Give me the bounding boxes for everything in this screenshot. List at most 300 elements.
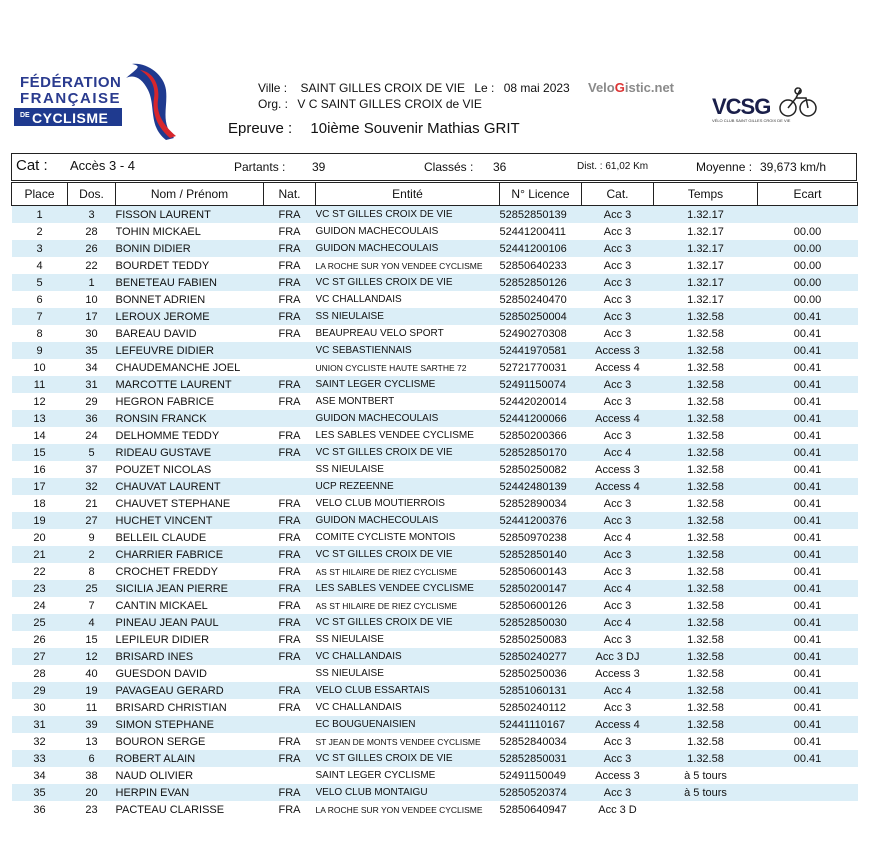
cell-temps: 1.32.17 — [654, 206, 758, 224]
cell-nom-prenom: PINEAU JEAN PAUL — [116, 614, 264, 631]
cell-dossard: 7 — [88, 599, 95, 612]
cell-place: 29 — [12, 682, 68, 699]
cell-temps: 1.32.58 — [654, 410, 758, 427]
brand-g: G — [614, 80, 625, 95]
column-header-categorie: Cat. — [582, 183, 654, 206]
cell-dossard: 19 — [68, 682, 116, 699]
column-header-place: Place — [12, 183, 68, 206]
cell-ecart: 00.41 — [793, 429, 822, 442]
organizer-line — [258, 97, 488, 111]
cell-entite: VC CHALLANDAIS — [316, 648, 500, 665]
cell-place: 27 — [12, 648, 68, 665]
cell-ecart: 00.41 — [793, 667, 822, 680]
cell-categorie: Acc 3 — [582, 206, 654, 224]
cell-nationalite — [264, 716, 316, 733]
cell-nationalite: FRA — [264, 274, 316, 291]
cell-place: 1 — [12, 206, 68, 224]
cell-dossard: 31 — [68, 376, 116, 393]
table-row — [12, 427, 858, 444]
cell-place: 16 — [33, 463, 46, 476]
cell-dossard: 21 — [85, 497, 98, 510]
cell-temps: 1.32.58 — [654, 512, 758, 529]
cell-dossard: 40 — [85, 667, 98, 680]
cell-nationalite: FRA — [278, 395, 301, 408]
cell-dossard: 24 — [85, 429, 98, 442]
cell-entite: COMITE CYCLISTE MONTOIS — [315, 532, 456, 543]
cell-place: 30 — [33, 701, 46, 714]
cell-ecart: 00.41 — [793, 565, 822, 578]
table-row — [12, 223, 858, 240]
cell-ecart: 00.41 — [793, 395, 822, 408]
column-header-nationalite: Nat. — [264, 183, 316, 206]
cell-nationalite: FRA — [278, 735, 301, 748]
cell-place: 35 — [12, 784, 68, 801]
date-value: 08 mai 2023 — [503, 81, 570, 95]
cell-ecart: 00.41 — [758, 682, 858, 699]
cell-place: 32 — [33, 735, 46, 748]
cell-dossard: 1 — [68, 274, 116, 291]
cell-categorie: Access 4 — [582, 410, 654, 427]
cell-categorie: Access 4 — [582, 478, 654, 495]
cell-temps: 1.32.58 — [687, 497, 724, 510]
cell-licence: 52852840034 — [499, 735, 567, 748]
cell-place: 6 — [36, 293, 43, 306]
cell-nom-prenom: RONSIN FRANCK — [116, 410, 264, 427]
cell-entite: VC ST GILLES CROIX DE VIE — [316, 444, 500, 461]
cell-ecart: 00.41 — [758, 308, 858, 325]
column-header-nom-prenom: Nom / Prénom — [116, 183, 264, 206]
cell-dossard: 6 — [68, 750, 116, 767]
table-row — [12, 342, 858, 359]
cell-nom-prenom: BOURDET TEDDY — [115, 259, 210, 272]
brand-velo: Velo — [588, 80, 615, 95]
vcsg-subtitle: VÉLO CLUB SAINT GILLES CROIX DE VIE — [712, 118, 791, 123]
table-row — [12, 495, 858, 512]
cell-dossard: 29 — [85, 395, 98, 408]
venue-line — [258, 81, 576, 95]
cell-nom-prenom: RIDEAU GUSTAVE — [116, 444, 264, 461]
cell-temps: 1.32.17 — [687, 225, 724, 238]
table-row — [12, 597, 858, 614]
cell-ecart: 00.41 — [793, 327, 822, 340]
cell-place: 36 — [33, 803, 46, 816]
cell-temps: 1.32.58 — [687, 429, 724, 442]
cell-nationalite: FRA — [264, 784, 316, 801]
cell-nom-prenom: CHAUVET STEPHANE — [115, 497, 231, 510]
cell-ecart: 00.00 — [758, 240, 858, 257]
cell-nationalite: FRA — [278, 565, 301, 578]
cell-licence: 52491150049 — [499, 769, 566, 782]
brand-rest: istic.net — [624, 80, 674, 95]
cell-temps: 1.32.58 — [654, 444, 758, 461]
cell-dossard: 32 — [68, 478, 116, 495]
epreuve-label: Epreuve : — [228, 120, 293, 137]
cell-entite: LES SABLES VENDEE CYCLISME — [316, 580, 500, 597]
cell-dossard: 3 — [68, 206, 116, 224]
ville-label: Ville : — [258, 81, 288, 95]
cell-ecart: 00.41 — [758, 410, 858, 427]
cell-temps: 1.32.58 — [654, 716, 758, 733]
table-row — [12, 580, 858, 597]
cell-entite: UNION CYCLISTE HAUTE SARTHE 72 — [315, 362, 467, 373]
table-row — [12, 767, 858, 784]
category-summary-bar — [11, 153, 857, 181]
cell-ecart: 00.00 — [793, 259, 822, 272]
cell-categorie: Acc 3 — [603, 395, 632, 408]
cell-categorie: Acc 3 — [582, 546, 654, 563]
cell-licence: 52850640233 — [499, 259, 567, 272]
cell-entite: AS ST HILAIRE DE RIEZ CYCLISME — [315, 600, 458, 611]
cell-licence: 52852890034 — [499, 497, 567, 510]
cell-nom-prenom: PAVAGEAU GERARD — [116, 682, 264, 699]
cell-licence: 52850600143 — [499, 565, 567, 578]
cell-categorie: Acc 3 — [582, 376, 654, 393]
cell-ecart: 00.00 — [758, 274, 858, 291]
cell-nom-prenom: BRISARD CHRISTIAN — [115, 701, 227, 714]
table-row — [12, 614, 858, 631]
table-row — [12, 750, 858, 767]
cell-categorie: Acc 3 — [603, 701, 632, 714]
cell-dossard: 28 — [85, 225, 98, 238]
cell-categorie: Access 4 — [595, 361, 640, 374]
cell-entite: LES SABLES VENDEE CYCLISME — [315, 430, 474, 441]
cell-dossard: 8 — [88, 565, 95, 578]
column-header-licence: N° Licence — [500, 183, 582, 206]
cell-categorie: Acc 4 — [582, 682, 654, 699]
cell-temps: 1.32.58 — [687, 565, 724, 578]
cell-nationalite: FRA — [278, 429, 301, 442]
cell-place: 7 — [12, 308, 68, 325]
cell-nationalite — [264, 410, 316, 427]
cell-categorie: Access 3 — [595, 769, 640, 782]
cell-ecart: 00.41 — [758, 478, 858, 495]
cell-ecart: 00.41 — [758, 716, 858, 733]
cell-place: 9 — [12, 342, 68, 359]
cell-nom-prenom: TOHIN MICKAEL — [115, 225, 201, 238]
cell-licence: 52850250036 — [499, 667, 567, 680]
cell-dossard: 20 — [68, 784, 116, 801]
cell-dossard: 9 — [88, 531, 95, 544]
cell-nationalite: FRA — [278, 531, 301, 544]
cell-licence: 52441200411 — [499, 225, 566, 238]
cell-temps: 1.32.17 — [654, 274, 758, 291]
cell-place: 5 — [12, 274, 68, 291]
cell-licence: 52441200376 — [500, 512, 582, 529]
cell-temps: 1.32.58 — [687, 531, 724, 544]
table-row — [12, 325, 858, 342]
cell-licence: 52850600126 — [499, 599, 567, 612]
cell-nationalite — [264, 767, 316, 784]
cell-place: 33 — [12, 750, 68, 767]
cell-temps: 1.32.58 — [654, 750, 758, 767]
cell-entite: VC ST GILLES CROIX DE VIE — [316, 614, 500, 631]
cell-licence: 52490270308 — [499, 327, 567, 340]
cell-place: 22 — [33, 565, 46, 578]
cell-licence: 52441200066 — [500, 410, 582, 427]
cell-place: 8 — [36, 327, 43, 340]
cell-dossard: 35 — [68, 342, 116, 359]
cell-categorie: Acc 3 — [603, 565, 632, 578]
cell-licence: 52850200366 — [499, 429, 567, 442]
cell-place: 15 — [12, 444, 68, 461]
cell-dossard: 13 — [85, 735, 98, 748]
cell-nom-prenom: ROBERT ALAIN — [116, 750, 264, 767]
cell-nationalite — [264, 359, 316, 376]
ville-value: SAINT GILLES CROIX DE VIE — [300, 81, 465, 95]
cell-nom-prenom: BONNET ADRIEN — [115, 293, 206, 306]
cell-categorie: Access 4 — [582, 716, 654, 733]
cell-place: 4 — [36, 259, 43, 272]
cell-dossard: 27 — [68, 512, 116, 529]
cell-categorie: Acc 3 — [582, 784, 654, 801]
cell-entite: GUIDON MACHECOULAIS — [316, 240, 500, 257]
classes-value: 36 — [493, 160, 507, 174]
cell-entite: BEAUPREAU VELO SPORT — [315, 328, 444, 339]
cell-licence: 52851060131 — [500, 682, 582, 699]
cell-ecart: 00.41 — [793, 463, 822, 476]
cell-entite: GUIDON MACHECOULAIS — [315, 226, 439, 237]
table-row — [12, 699, 858, 716]
table-row — [12, 563, 858, 580]
cell-nationalite — [264, 461, 316, 478]
cell-categorie: Acc 4 — [582, 444, 654, 461]
cell-ecart: 00.00 — [793, 293, 822, 306]
cell-temps: 1.32.58 — [654, 308, 758, 325]
cell-nationalite: FRA — [264, 614, 316, 631]
cell-entite: LA ROCHE SUR YON VENDEE CYCLISME — [315, 260, 483, 271]
cat-label: Cat : — [16, 157, 48, 174]
cell-licence: 52850520374 — [500, 784, 582, 801]
cell-temps: 1.32.58 — [687, 327, 724, 340]
table-row — [12, 359, 858, 376]
table-row — [12, 546, 858, 563]
cell-entite: VC SEBASTIENNAIS — [316, 342, 500, 359]
table-row — [12, 512, 858, 529]
cell-entite: ASE MONTBERT — [315, 396, 395, 407]
cell-nationalite: FRA — [278, 327, 301, 340]
cell-place: 26 — [33, 633, 46, 646]
cell-nom-prenom: LEROUX JEROME — [116, 308, 264, 325]
cell-licence: 52850240112 — [499, 701, 566, 714]
cell-dossard: 5 — [68, 444, 116, 461]
event-title — [228, 120, 520, 137]
cell-temps: 1.32.58 — [687, 395, 724, 408]
cell-categorie: Acc 4 — [582, 614, 654, 631]
cell-dossard: 17 — [68, 308, 116, 325]
cell-nom-prenom: NAUD OLIVIER — [115, 769, 194, 782]
cell-nationalite: FRA — [278, 599, 301, 612]
cat-value: Accès 3 - 4 — [70, 158, 136, 173]
cell-dossard: 25 — [68, 580, 116, 597]
cell-ecart — [758, 206, 858, 224]
cell-nom-prenom: SIMON STEPHANE — [116, 716, 264, 733]
cell-nom-prenom: BRISARD INES — [116, 648, 264, 665]
cell-categorie: Acc 4 — [603, 531, 632, 544]
table-row — [12, 784, 858, 801]
cell-entite: SS NIEULAISE — [315, 464, 384, 475]
cell-ecart — [758, 784, 858, 801]
cell-categorie: Acc 3 — [603, 259, 632, 272]
cell-temps: 1.32.58 — [687, 667, 724, 680]
column-header-dossard: Dos. — [68, 183, 116, 206]
org-label: Org. : — [258, 97, 289, 111]
cell-licence: 52850250082 — [499, 463, 567, 476]
cell-licence: 52442480139 — [500, 478, 582, 495]
cell-nom-prenom: LEPILEUR DIDIER — [115, 633, 210, 646]
cell-nationalite: FRA — [278, 293, 301, 306]
cell-licence: 52721770031 — [499, 361, 567, 374]
cell-entite: VELO CLUB MOUTIERROIS — [315, 498, 445, 509]
cell-entite: SAINT LEGER CYCLISME — [315, 770, 436, 781]
cell-ecart: 00.41 — [758, 750, 858, 767]
cell-place: 14 — [33, 429, 46, 442]
cell-dossard: 36 — [68, 410, 116, 427]
cell-ecart — [758, 801, 858, 818]
cell-ecart: 00.41 — [758, 648, 858, 665]
column-header-ecart: Ecart — [758, 183, 858, 206]
cell-temps: 1.32.58 — [687, 633, 724, 646]
results-table — [11, 182, 858, 818]
cell-place: 3 — [12, 240, 68, 257]
cell-entite: VC CHALLANDAIS — [315, 294, 402, 305]
cell-nom-prenom: BELLEIL CLAUDE — [115, 531, 207, 544]
cell-nom-prenom: FISSON LAURENT — [116, 206, 264, 224]
cell-dossard: 30 — [85, 327, 98, 340]
cell-dossard: 34 — [85, 361, 98, 374]
cell-nom-prenom: GUESDON DAVID — [115, 667, 207, 680]
cell-nom-prenom: PACTEAU CLARISSE — [115, 803, 225, 816]
cell-ecart: 00.41 — [793, 701, 822, 714]
cell-entite: SS NIEULAISE — [315, 668, 384, 679]
cell-nom-prenom: HUCHET VINCENT — [116, 512, 264, 529]
cell-place: 19 — [12, 512, 68, 529]
table-row — [12, 461, 858, 478]
cell-temps: à 5 tours — [654, 784, 758, 801]
cell-place: 13 — [12, 410, 68, 427]
cell-licence: 52850200147 — [500, 580, 582, 597]
table-row — [12, 665, 858, 682]
cell-dossard: 37 — [85, 463, 98, 476]
cell-place: 12 — [33, 395, 46, 408]
cell-temps: 1.32.58 — [654, 682, 758, 699]
cell-licence: 52852850140 — [500, 546, 582, 563]
cell-nationalite: FRA — [264, 376, 316, 393]
cell-place: 10 — [33, 361, 46, 374]
table-row — [12, 529, 858, 546]
table-row — [12, 206, 858, 224]
cell-temps: 1.32.58 — [654, 376, 758, 393]
cell-entite: AS ST HILAIRE DE RIEZ CYCLISME — [315, 566, 458, 577]
cell-licence: 52850970238 — [499, 531, 567, 544]
cell-dossard: 15 — [85, 633, 98, 646]
table-row — [12, 631, 858, 648]
cell-temps: 1.32.58 — [687, 599, 724, 612]
cell-entite: SAINT LEGER CYCLISME — [316, 376, 500, 393]
epreuve-value: 10ième Souvenir Mathias GRIT — [310, 120, 520, 137]
cell-categorie: Acc 3 — [582, 274, 654, 291]
table-row — [12, 648, 858, 665]
cell-nationalite — [264, 665, 316, 682]
cell-categorie: Acc 3 — [603, 599, 632, 612]
cell-entite: LA ROCHE SUR YON VENDEE CYCLISME — [315, 804, 483, 815]
cell-ecart: 00.41 — [793, 633, 822, 646]
date-label: Le : — [474, 81, 495, 95]
cell-ecart: 00.41 — [758, 580, 858, 597]
cell-nationalite: FRA — [264, 750, 316, 767]
cell-nationalite: FRA — [264, 308, 316, 325]
cell-entite: GUIDON MACHECOULAIS — [316, 512, 500, 529]
cell-nom-prenom: BENETEAU FABIEN — [116, 274, 264, 291]
cell-place: 28 — [33, 667, 46, 680]
cell-dossard: 2 — [68, 546, 116, 563]
cell-temps: 1.32.17 — [687, 259, 724, 272]
cell-nom-prenom: POUZET NICOLAS — [115, 463, 212, 476]
cell-nom-prenom: HEGRON FABRICE — [115, 395, 214, 408]
cell-licence: 52852850031 — [500, 750, 582, 767]
cell-nationalite: FRA — [278, 633, 301, 646]
cell-nom-prenom: BOURON SERGE — [115, 735, 206, 748]
cell-nom-prenom: BAREAU DAVID — [115, 327, 197, 340]
cell-entite: VC ST GILLES CROIX DE VIE — [316, 206, 500, 224]
cell-categorie: Acc 3 — [582, 240, 654, 257]
cell-place: 24 — [33, 599, 46, 612]
table-row — [12, 410, 858, 427]
cell-temps: 1.32.58 — [654, 648, 758, 665]
cell-nom-prenom: CHAUVAT LAURENT — [116, 478, 264, 495]
cell-temps — [654, 801, 758, 818]
column-header-temps: Temps — [654, 183, 758, 206]
cell-temps: 1.32.58 — [687, 735, 724, 748]
cell-ecart: 00.41 — [758, 342, 858, 359]
cell-licence: 52852850126 — [500, 274, 582, 291]
cell-temps: 1.32.58 — [654, 580, 758, 597]
cell-ecart: 00.41 — [758, 444, 858, 461]
cell-place: 21 — [12, 546, 68, 563]
cell-entite: VC CHALLANDAIS — [315, 702, 402, 713]
cell-ecart: 00.41 — [758, 376, 858, 393]
moyenne-label: Moyenne : — [696, 160, 753, 174]
cell-licence: 52850250083 — [499, 633, 567, 646]
cell-dossard: 26 — [68, 240, 116, 257]
cell-categorie: Acc 3 — [603, 327, 632, 340]
cell-nationalite: FRA — [264, 546, 316, 563]
cell-nationalite: FRA — [264, 682, 316, 699]
table-row — [12, 716, 858, 733]
cell-licence: 52850640947 — [499, 803, 567, 816]
cell-licence: 52441200106 — [500, 240, 582, 257]
cell-categorie: Access 3 — [595, 667, 640, 680]
cell-licence: 52852850139 — [500, 206, 582, 224]
cell-entite: SS NIEULAISE — [315, 634, 384, 645]
cell-nationalite: FRA — [264, 512, 316, 529]
cell-nom-prenom: DELHOMME TEDDY — [115, 429, 220, 442]
cell-nationalite: FRA — [278, 225, 301, 238]
cell-nationalite — [264, 342, 316, 359]
cell-categorie: Acc 3 — [603, 633, 632, 646]
cell-categorie: Acc 3 — [582, 308, 654, 325]
cell-nom-prenom: HERPIN EVAN — [116, 784, 264, 801]
cell-ecart: 00.41 — [758, 546, 858, 563]
cell-licence: 52441110167 — [500, 716, 582, 733]
cell-temps: 1.32.58 — [687, 701, 724, 714]
vcsg-logo — [712, 88, 817, 128]
cell-dossard: 22 — [85, 259, 98, 272]
table-header-row — [12, 183, 858, 206]
ffc-logo — [14, 60, 229, 142]
cell-categorie: Acc 3 — [582, 750, 654, 767]
cell-temps: 1.32.58 — [687, 361, 724, 374]
cell-categorie: Access 3 — [595, 463, 640, 476]
